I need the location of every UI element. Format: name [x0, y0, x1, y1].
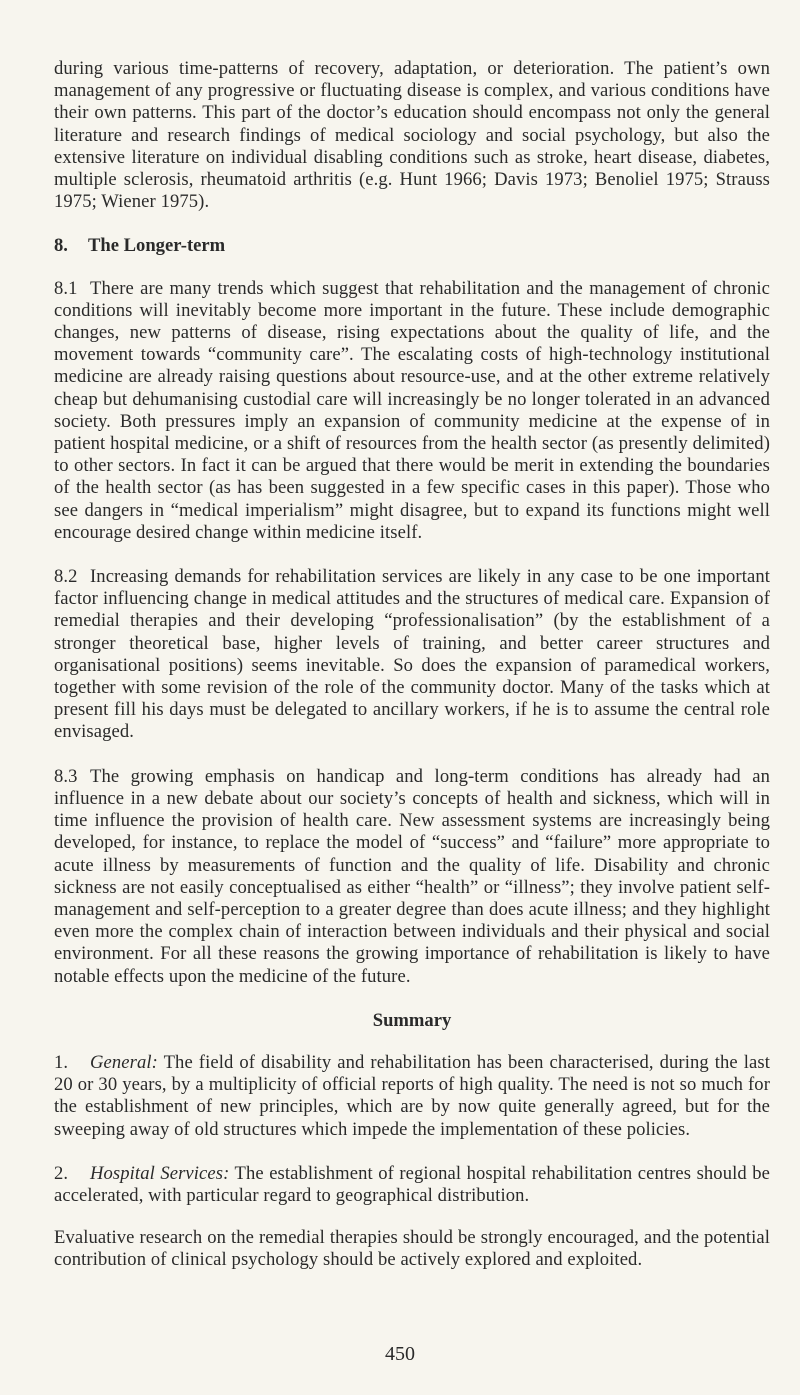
section-heading — [54, 235, 770, 257]
summary-item-text: The field of disability and rehabilitation has been characterised, during the last 20 or 30 years, by a multiplicity of official reports of high quality. The need is not so much for the establishment of new principles, which are by now quite generally agreed, but for the sweeping away of old structures which impede the implementation of these policies. — [54, 1051, 770, 1140]
summary-heading: Summary — [372, 1009, 452, 1031]
paragraph-number: 8.3 — [54, 765, 78, 787]
summary-item-number: 1. — [54, 1051, 69, 1073]
summary-item-title: Hospital Services: — [90, 1162, 230, 1184]
paragraph-text: Increasing demands for rehabilitation services are likely in any case to be one important factor influencing change in medical attitudes and the structures of medical care. Expansion of remedial therapies and their developing “professionalisation” (by the establishment of a stronger theoretical base, higher levels of training, and better career structures and organisational positions) seems inevitable. So does the expansion of paramedical workers, together with some revision of the role of the community doctor. Many of the tasks which at present fill his days must be delegated to ancillary workers, if he is to assume the central role envisaged. — [54, 566, 770, 743]
paragraph-8-1 — [54, 278, 770, 544]
paragraph-8-2 — [54, 566, 770, 744]
paragraph-text: The growing emphasis on handicap and long-term conditions has already had an influence in a new debate about our society’s concepts of health and sickness, which will in time influence the provision of health care. New assessment systems are increasingly being developed, for instance, to replace the model of “success” and “failure” more appropriate to acute illness by measurements of function and the quality of life. Disability and chronic sickness are not easily conceptualised as either “health” or “illness”; they involve patient self-management and self-perception to a greater degree than does acute illness; and they highlight even more the complex chain of interaction between individuals and their physical and social environment. For all these reasons the growing importance of rehabilitation is likely to have notable effects upon the medicine of the future. — [54, 765, 770, 987]
paragraph-8-3 — [54, 766, 770, 988]
paragraph-text: There are many trends which suggest that rehabilitation and the management of chronic conditions will inevitably become more important in the future. These include demographic changes, new patterns of disease, rising expectations about the quality of life, and the movement towards “community care”. The escalating costs of high-technology institutional medicine are already raising questions about resource-use, and at the other extreme relatively cheap but dehumanising custodial care will increasingly be no longer tolerated in an advanced society. Both pressures imply an expansion of community medicine at the expense of in patient hospital medicine, or a shift of resources from the health sector (as presently delimited) to other sectors. In fact it can be argued that there would be merit in extending the boundaries of the health sector (as has been suggested in a few specific cases in this paper). Those who see dangers in “medical imperialism” might disagree, but to expand its functions might well encourage desired change within medicine itself. — [54, 277, 770, 543]
paragraph-number: 8.2 — [54, 566, 78, 588]
paragraph-number: 8.1 — [54, 277, 78, 299]
summary-item-hospital-services — [54, 1163, 770, 1207]
summary-item-number: 2. — [54, 1162, 69, 1184]
document-page — [54, 58, 770, 1272]
section-number: 8. — [54, 235, 68, 257]
intro-paragraph: during various time-patterns of recovery, adaptation, or deterioration. The patient’s own management of any progressive or fluctuating disease is complex, and various conditions have their own patterns. This part of the doctor’s education should encompass not only the general literature and research findings of medical sociology and social psychology, but also the extensive literature on individual disabling conditions such as stroke, heart disease, diabetes, multiple sclerosis, rheumatoid arthritis (e.g. Hunt 1966; Davis 1973; Benoliel 1975; Strauss 1975; Wiener 1975). — [54, 58, 770, 213]
summary-closing-paragraph: Evaluative research on the remedial therapies should be strongly encouraged, and the potential contribution of clinical psychology should be actively explored and exploited. — [54, 1227, 770, 1271]
summary-item-text: The establishment of regional hospital rehabilitation centres should be accelerated, with particular regard to geographical distribution. — [54, 1162, 770, 1206]
page-number: 450 — [385, 1343, 415, 1365]
summary-item-title: General: — [90, 1051, 158, 1073]
summary-item-general — [54, 1052, 770, 1141]
section-title: The Longer-term — [88, 235, 226, 257]
